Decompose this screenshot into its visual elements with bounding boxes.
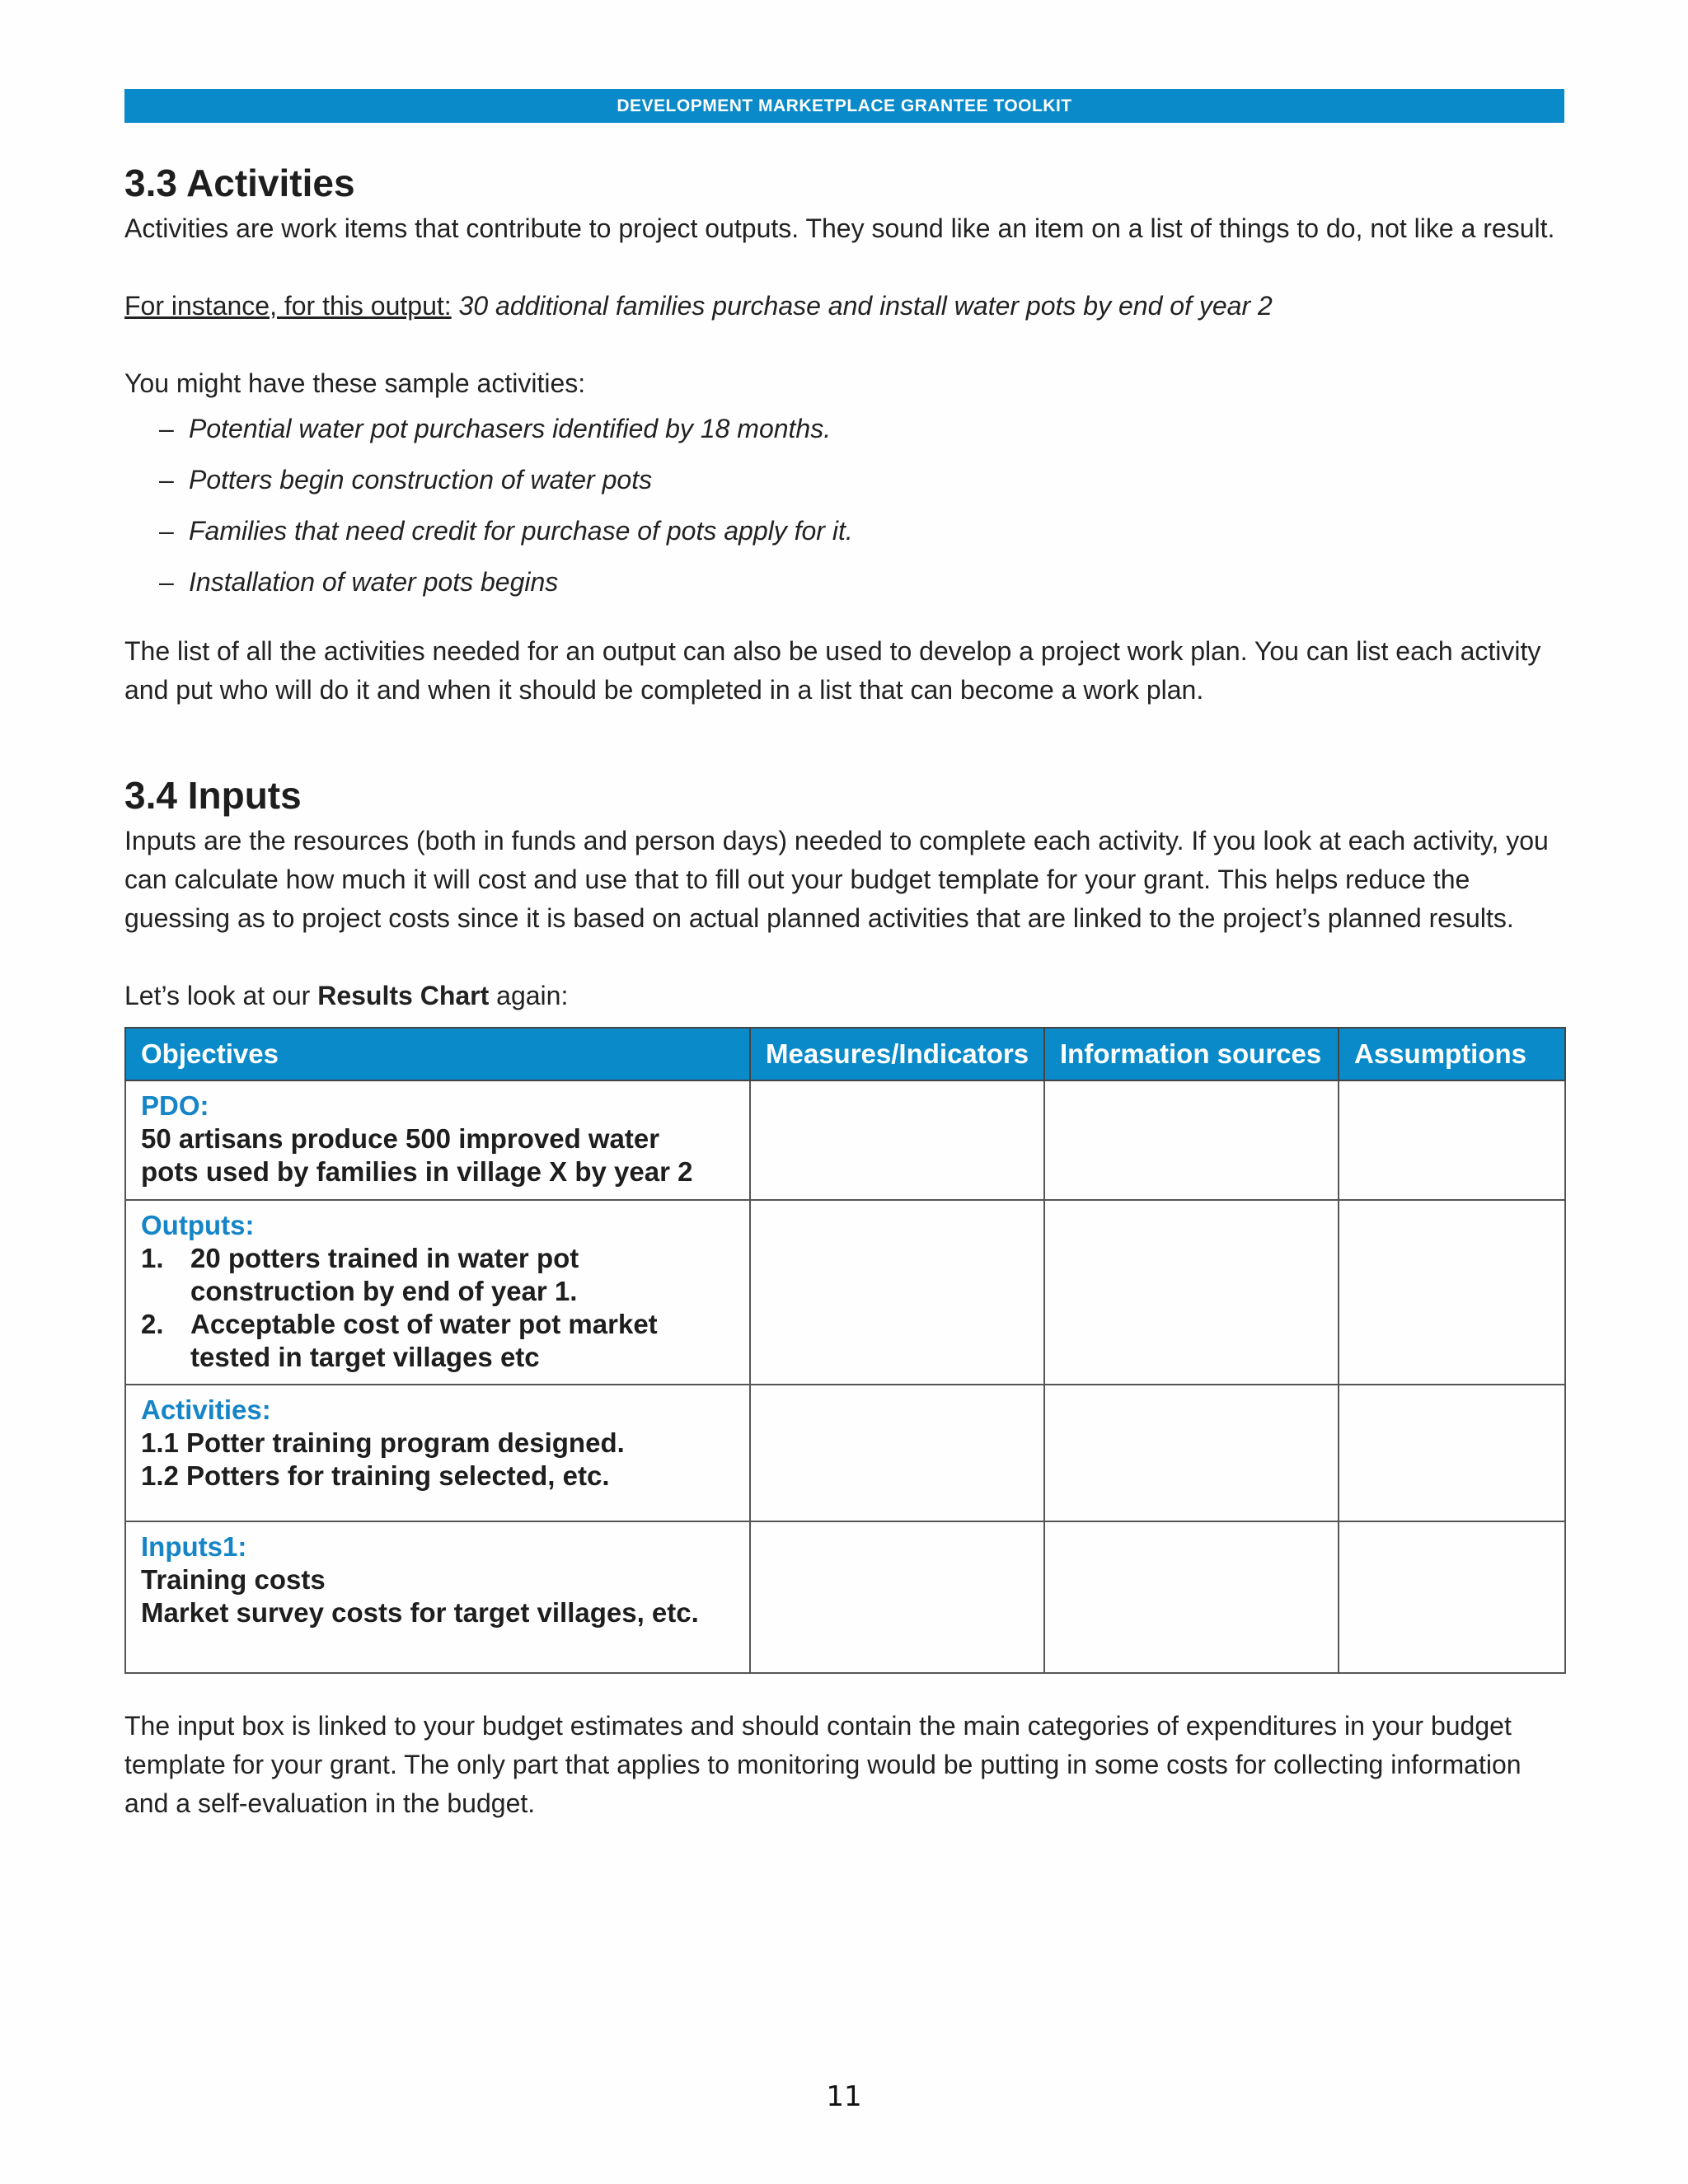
activities-heading: 3.3 Activities <box>124 162 355 204</box>
list-item: – Families that need credit for purchase of pots apply for it. <box>159 516 853 546</box>
example-paragraph <box>124 287 1567 326</box>
sample-activities-list <box>124 403 1567 607</box>
page-number: 11 <box>826 2080 862 2113</box>
example-text: 30 additional families purchase and install water pots by end of year 2 <box>458 291 1273 321</box>
example-label: For instance, for this output: <box>124 291 452 321</box>
inputs-cell: Inputs1: Training costs Market survey costs for target villages, etc. <box>125 1521 750 1673</box>
table-row <box>125 1385 1565 1521</box>
header-assumptions: Assumptions <box>1339 1028 1565 1080</box>
table-row <box>125 1521 1565 1673</box>
list-item: – Installation of water pots begins <box>159 567 559 597</box>
activities-cell: Activities: 1.1 Potter training program designed. 1.2 Potters for training selected, etc. <box>125 1385 750 1521</box>
page-content <box>124 157 1567 1823</box>
activities-intro: Activities are work items that contribute to project outputs. They sound like an item on a list of things to do, not like a result. <box>124 213 1555 243</box>
header-information-sources: Information sources <box>1044 1028 1339 1080</box>
table-row <box>125 1080 1565 1200</box>
list-item: – Potters begin construction of water pots <box>159 465 653 494</box>
header-banner: DEVELOPMENT MARKETPLACE GRANTEE TOOLKIT <box>124 89 1564 123</box>
results-chart-table <box>124 1027 1566 1674</box>
results-chart-lead: Let’s look at our Results Chart again: <box>124 981 569 1010</box>
table-row <box>125 1200 1565 1385</box>
inputs-intro: Inputs are the resources (both in funds and person days) needed to complete each activity. If you look at each activity, you can calculate how much it will cost and use that to fill out your budget template for your grant. This helps reduce the guessing as to project costs since it is based on actual planned activities that are linked to the project’s planned results. <box>124 826 1549 933</box>
list-item: – Potential water pot purchasers identified by 18 months. <box>159 414 832 443</box>
pdo-cell: PDO: 50 artisans produce 500 improved water pots used by families in village X by year 2 <box>125 1080 750 1200</box>
table-header-row <box>125 1028 1565 1080</box>
outputs-cell: Outputs: 1. 20 potters trained in water pot construction by end of year 1. 2. Acceptable cost of water pot market tested in target villages etc <box>125 1200 750 1385</box>
inputs-outro: The input box is linked to your budget estimates and should contain the main categories of expenditures in your budget template for your grant. The only part that applies to monitoring would be putting in some costs for collecting information and a self-evaluation in the budget. <box>124 1711 1522 1818</box>
header-objectives: Objectives <box>125 1028 750 1080</box>
sample-intro: You might have these sample activities: <box>124 368 586 398</box>
inputs-heading: 3.4 Inputs <box>124 774 302 817</box>
header-measures: Measures/Indicators <box>750 1028 1044 1080</box>
activities-outro: The list of all the activities needed for an output can also be used to develop a project work plan. You can list each activity and put who will do it and when it should be completed in a list that can become a work plan. <box>124 636 1541 705</box>
